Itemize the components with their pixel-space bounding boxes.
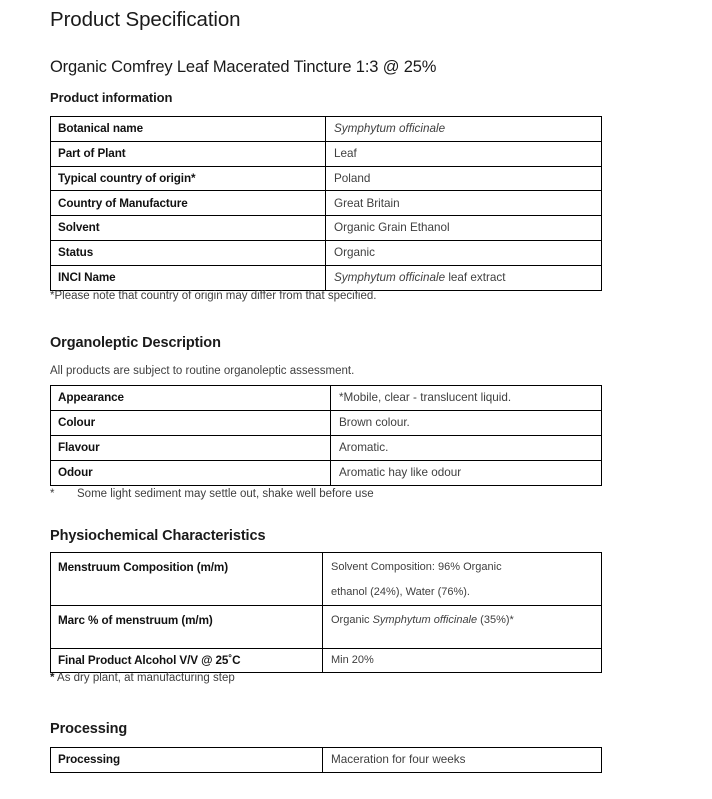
table-row [51, 265, 602, 290]
row-value-plain: leaf extract [445, 270, 506, 284]
row-value: Aromatic. [331, 436, 602, 461]
organoleptic-intro-text: All products are subject to routine organoleptic assessment. [50, 365, 355, 377]
section-heading-processing: Processing [50, 721, 128, 737]
table-row [51, 117, 602, 142]
table-row [51, 166, 602, 191]
footnote-text: As dry plant, at manufacturing step [54, 672, 235, 684]
row-value-prefix: Organic [331, 614, 373, 626]
footnote-star: * [50, 672, 55, 684]
footnote-sediment [50, 488, 374, 500]
row-value-italic: Symphytum officinale [372, 614, 478, 626]
table-organoleptic [50, 385, 602, 486]
row-value: Min 20% [323, 649, 602, 673]
row-key: Appearance [51, 386, 331, 411]
row-value [323, 606, 602, 649]
section-heading-organoleptic: Organoleptic Description [50, 335, 221, 351]
section-heading-physiochemical: Physiochemical Characteristics [50, 528, 266, 544]
row-value [323, 553, 602, 606]
row-value-line-1: Solvent Composition: 96% Organic [331, 561, 502, 573]
row-value [326, 265, 602, 290]
row-key: Typical country of origin* [51, 166, 326, 191]
table-physiochemical [50, 552, 602, 673]
row-key: Country of Manufacture [51, 191, 326, 216]
row-value: Organic Grain Ethanol [326, 216, 602, 241]
row-key: Processing [51, 748, 323, 773]
table-row [51, 649, 602, 673]
footnote-dry-plant [50, 672, 235, 684]
footnote-country-of-origin: *Please note that country of origin may differ from that specified. [50, 290, 377, 302]
row-key: Solvent [51, 216, 326, 241]
row-key: Odour [51, 461, 331, 486]
row-key: Botanical name [51, 117, 326, 142]
document-title: Product Specification [50, 8, 241, 31]
footnote-star: * [50, 488, 55, 500]
table-row [51, 386, 602, 411]
table-processing [50, 747, 602, 773]
section-heading-product-information: Product information [50, 90, 173, 105]
table-row [51, 553, 602, 606]
row-value: Aromatic hay like odour [331, 461, 602, 486]
table-product-information [50, 116, 602, 291]
row-value: Organic [326, 240, 602, 265]
row-key: Menstruum Composition (m/m) [51, 553, 323, 606]
row-value [326, 117, 602, 142]
table-row [51, 748, 602, 773]
table-row [51, 461, 602, 486]
row-value: Leaf [326, 141, 602, 166]
row-value: Brown colour. [331, 411, 602, 436]
row-value-line-2: ethanol (24%), Water (76%). [331, 585, 470, 598]
row-value-text: Symphytum officinale [334, 122, 446, 136]
row-key: Part of Plant [51, 141, 326, 166]
footnote-text: Some light sediment may settle out, shake well before use [77, 488, 374, 500]
table-row [51, 216, 602, 241]
product-title: Organic Comfrey Leaf Macerated Tincture 1:3 @ 25% [50, 58, 437, 76]
row-key: Flavour [51, 436, 331, 461]
row-value: Poland [326, 166, 602, 191]
table-row [51, 191, 602, 216]
row-key: Marc % of menstruum (m/m) [51, 606, 323, 649]
row-key: Final Product Alcohol V/V @ 25˚C [51, 649, 323, 673]
row-key: Colour [51, 411, 331, 436]
row-value-suffix: (35%)* [477, 614, 514, 626]
table-row [51, 411, 602, 436]
row-key: Status [51, 240, 326, 265]
row-value: *Mobile, clear - translucent liquid. [331, 386, 602, 411]
table-row [51, 436, 602, 461]
row-value: Great Britain [326, 191, 602, 216]
table-row [51, 240, 602, 265]
row-key: INCI Name [51, 265, 326, 290]
table-row [51, 141, 602, 166]
row-value-italic: Symphytum officinale [334, 270, 446, 284]
table-row [51, 606, 602, 649]
row-value: Maceration for four weeks [323, 748, 602, 773]
